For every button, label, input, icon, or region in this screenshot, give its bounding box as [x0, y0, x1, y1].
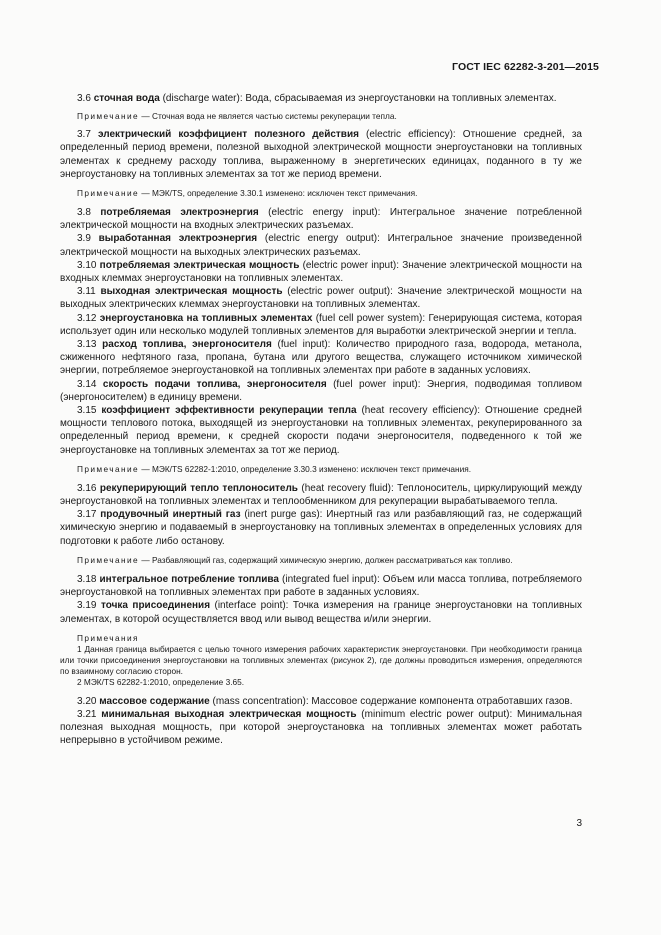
entry-3-16: 3.16 рекуперирующий тепло теплоноситель (heat recovery fluid): Теплоноситель, циркулирующий между энергоустановкой на топливных элементах и теплообменником для рекуперации вырабатываемого тепла. — [60, 482, 582, 508]
page-number: 3 — [576, 818, 582, 829]
term: электрический коэффициент полезного действия — [97, 129, 359, 141]
note-3-7: Примечание — МЭК/TS, определение 3.30.1 изменено: исключен текст примечания. — [77, 188, 418, 199]
entry-3-21: 3.21 минимальная выходная электрическая мощность (minimum electric power output): Минимальная полезная выходная мощность, при которой энергоустановка на топливных элементах может работать непрерывно в устойчивом режиме. — [60, 708, 582, 747]
term: минимальная выходная электрическая мощность — [101, 708, 357, 720]
entry-3-18: 3.18 интегральное потребление топлива (integrated fuel input): Объем или масса топлива, потребляемого энергоустановкой на топливных элементах при работе в заданных условиях. — [60, 573, 582, 599]
term: интегральное потребление топлива — [99, 573, 279, 585]
term: рекуперирующий тепло теплоноситель — [99, 482, 298, 494]
term: сточная вода — [93, 93, 160, 104]
entry-3-12: 3.12 энергоустановка на топливных элементах (fuel cell power system): Генерирующая система, которая использует один или несколько модулей топливных элементов для выработки электрической энергии и тепла. — [60, 312, 582, 337]
note-3-17: Примечание — Разбавляющий газ, содержащий химическую энергию, должен рассматриваться как топливо. — [77, 554, 513, 565]
term: скорость подачи топлива, энергоносителя — [102, 378, 327, 390]
entry-3-20: 3.20 массовое содержание (mass concentration): Массовое содержание компонента отработавших газов. — [77, 695, 573, 707]
standard-header: ГОСТ IEC 62282-3-201—2015 — [452, 61, 599, 73]
entry-3-6: 3.6 сточная вода (discharge water): Вода, сбрасываемая из энергоустановки на топливных элементах. — [77, 93, 557, 104]
note-3-15: Примечание — МЭК/TS 62282-1:2010, определение 3.30.3 изменено: исключен текст примечания. — [77, 463, 471, 474]
entry-3-10: 3.10 потребляемая электрическая мощность (electric power input): Значение электрической мощности на входных клеммах энергоустановки на топливных элементах. — [60, 259, 582, 285]
entry-3-19: 3.19 точка присоединения (interface point): Точка измерения на границе энергоустановки на топливных элементах, в которой осуществляется ввод или вывод вещества и/или энергии. — [60, 600, 582, 625]
term: энергоустановка на топливных элементах — [99, 312, 313, 324]
term: массовое содержание — [99, 695, 210, 707]
term: выработанная электроэнергия — [98, 233, 258, 245]
notes-heading: Примечания — [77, 632, 139, 643]
entry-3-14: 3.14 скорость подачи топлива, энергоносителя (fuel power input): Энергия, подводимая топливом (энергоносителем) в единицу времени. — [60, 378, 582, 403]
note-3-6: Примечание — Сточная вода не является частью системы рекуперации тепла. — [77, 111, 397, 122]
note-item-2: 2 МЭК/TS 62282-1:2010, определение 3.65. — [77, 676, 245, 687]
entry-3-17: 3.17 продувочный инертный газ (inert purge gas): Инертный газ или разбавляющий газ, не содержащий химическую энергию и подаваемый в энергоустановку на топливных элементах в определенных условиях для подготовки к работе либо останову. — [60, 509, 583, 547]
term: выходная электрическая мощность — [100, 286, 283, 298]
term: точка присоединения — [100, 600, 211, 612]
entry-3-13: 3.13 расход топлива, энергоносителя (fuel input): Количество природного газа, водорода, метанола, сжиженного нефтяного газа, пропана, бутана или другого вещества, служащего источником химической энергии, потребляемое энергоустановкой на топливных элементах при работе в заданных условиях. — [60, 339, 583, 377]
entry-3-7: 3.7 электрический коэффициент полезного действия (electric efficiency): Отношение средней, за определенный период времени, полезной выходной электрической мощности энергоустановки на топливных элементах к среднему расходу топлива, выраженному в энергетических единицах, поданного в ту же энергоустановку на топливных элементах за тот же период времени. — [60, 129, 582, 180]
term: потребляемая электроэнергия — [100, 207, 259, 219]
entry-3-8: 3.8 потребляемая электроэнергия (electric energy input): Интегральное значение потребленной электрической мощности на входных электрических разъемах. — [60, 207, 583, 232]
term: потребляемая электрическая мощность — [99, 259, 300, 271]
entry-3-11: 3.11 выходная электрическая мощность (electric power output): Значение электрической мощности на выходных электрических клеммах энергоустановки на топливных элементах. — [60, 286, 582, 311]
entry-3-9: 3.9 выработанная электроэнергия (electric energy output): Интегральное значение произведенной электрической мощности на выходных электрических разъемах. — [60, 233, 582, 258]
note-item-1: 1 Данная граница выбирается с целью точного измерения рабочих характеристик энергоустановки. При необходимости граница или точки присоединения энергоустановки на топливных элементах (рисунок 2), где должны проводиться измерения, определяются по взаимному согласию сторон. — [60, 643, 582, 676]
term: продувочный инертный газ — [100, 509, 241, 521]
term: расход топлива, энергоносителя — [102, 339, 272, 351]
document-body — [60, 92, 582, 748]
entry-3-15: 3.15 коэффициент эффективности рекуперации тепла (heat recovery efficiency): Отношение средней мощности теплового потока, выходящей из энергоустановки на топливных элементах, рекуперированного за определенный период времени, к средней скорости подачи энергоносителя, подведенного к той же энергоустановке на топливных элементах за тот же период. — [60, 405, 582, 456]
term: коэффициент эффективности рекуперации тепла — [101, 405, 357, 417]
